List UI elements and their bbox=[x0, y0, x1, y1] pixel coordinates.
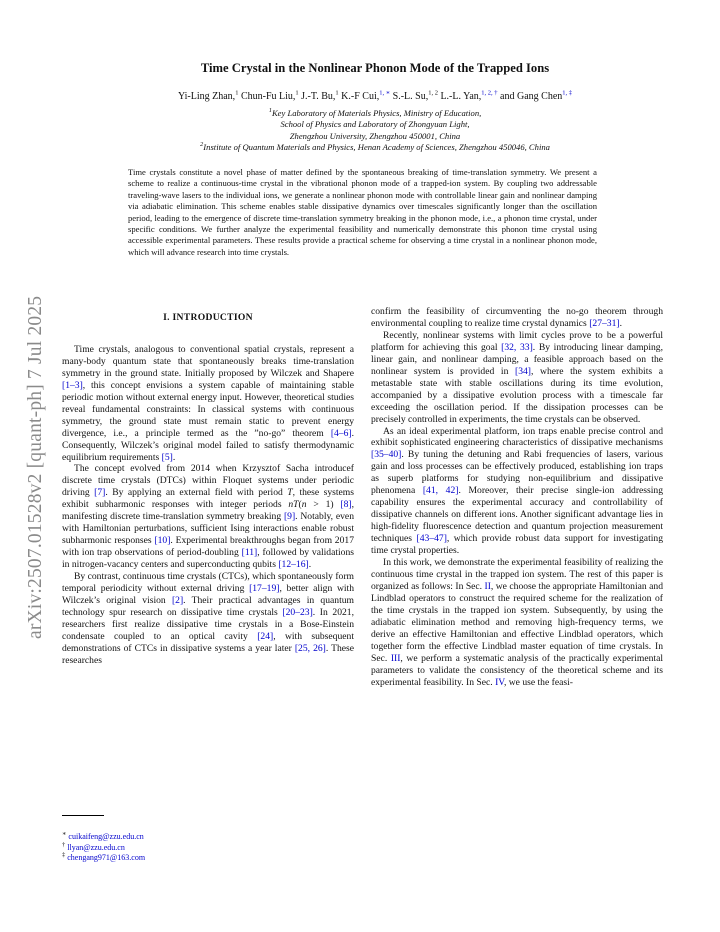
email-link[interactable]: cuikaifeng@zzu.edu.cn bbox=[68, 832, 144, 841]
author-name: L.-L. Yan, bbox=[440, 91, 482, 102]
abstract: Time crystals constitute a novel phase of matter defined by the spontaneous breaking of time-translation symmetry. We present a scheme to realize a continuous-time crystal in the vibrational phonon mode of a trapped-ion system. By coupling two addressable traveling-wave lasers to the individual ions, we generate a nonlinear phonon mode with controllable linear gain and nonlinear damping via adiabatic elimination. This scheme enables stable dissipative dynamics over timescales significantly longer than the oscillation period, leading to the emergence of discrete time-translation symmetry breaking in the phonon mode, i.e., a phonon time crystal, under specific conditions. We further analyze the experimental feasibility and numerically demonstrate this phonon time crystal using accessible experimental parameters. These results provide a practical scheme for observing a time crystal in a nonlinear phonon mode, which will advance research into time crystals. bbox=[128, 167, 597, 257]
body-paragraph bbox=[62, 344, 354, 464]
text-run: , where the system exhibits a metastable state with stable oscillations during its time evolution, accompanied by a dissipative evolution process with a timescale far exceeding the oscillation period. If the dissipation processes can be precisely controlled in experiments, the time crystals can be observed. bbox=[371, 365, 663, 425]
citation-link: [9] bbox=[283, 511, 296, 523]
footnote bbox=[62, 832, 354, 843]
footnote-mark: ∗ bbox=[62, 830, 67, 838]
citation-link: [34] bbox=[515, 365, 531, 377]
text-run: ( bbox=[298, 499, 302, 511]
author-name: J.-T. Bu, bbox=[301, 91, 336, 102]
citation-link: [12–16] bbox=[278, 559, 309, 571]
author-affiliation-mark: 1, 2, † bbox=[481, 89, 498, 97]
math-symbol: T bbox=[287, 487, 293, 499]
arxiv-identifier: arXiv:2507.01528v2 [quant-ph] 7 Jul 2025 bbox=[25, 295, 46, 639]
footnote bbox=[62, 853, 354, 864]
author-affiliation-mark: 1 bbox=[295, 89, 299, 97]
paper-title: Time Crystal in the Nonlinear Phonon Mode of the Trapped Ions bbox=[200, 61, 550, 75]
body-paragraph bbox=[62, 571, 354, 667]
text-run: , better align with Wilczek’s original vision bbox=[62, 583, 354, 606]
text-run: . Their practical advantages in quantum technology spur research on dissipative time crystals bbox=[62, 594, 354, 618]
right-column-body bbox=[371, 306, 663, 689]
citation-link: [11] bbox=[241, 547, 258, 559]
citation-link: [5] bbox=[161, 451, 173, 463]
citation-link: [25, 26] bbox=[294, 642, 326, 654]
affiliation-line bbox=[80, 142, 670, 153]
affiliation-line bbox=[80, 131, 670, 142]
text-run: . By applying an external field with period bbox=[105, 487, 288, 499]
citation-link: [10] bbox=[154, 535, 171, 547]
citation-link: [8] bbox=[340, 499, 352, 511]
text-run: , we perform a systematic analysis of the practically experimental parameters to validate the consistency of the theoretical scheme and its experimental feasibility. In Sec. bbox=[371, 652, 663, 688]
text-run: , we choose the appropriate Hamiltonian and Lindblad operators to construct the required scheme for the realization of the time crystals in the trapped ion system. Subsequently, by using the adiabatic elimination method and removing high-frequency terms, we derive an effective Hamiltonian and effective Lindblad operators, which together form the effective Lindblad master equation of time crystals. In Sec. bbox=[371, 580, 663, 664]
author-affiliation-mark: 1, ‡ bbox=[562, 89, 573, 97]
citation-link: [41, 42] bbox=[422, 485, 459, 497]
text-run: , we use the feasi- bbox=[503, 676, 573, 688]
math-symbol: n bbox=[301, 499, 307, 511]
text-run: , with subsequent demonstrations of CTCs in dissipative systems a year later bbox=[62, 630, 354, 654]
email-link[interactable]: llyan@zzu.edu.cn bbox=[67, 842, 125, 852]
text-run: . bbox=[619, 317, 622, 329]
footnote-mark: † bbox=[62, 840, 66, 848]
citation-link: [32, 33] bbox=[501, 341, 533, 353]
text-run: . Consequently, Wilczek’s original model failed to satisfy thermodynamic equilibrium requirements bbox=[62, 427, 354, 463]
affiliation-list bbox=[80, 108, 670, 154]
text-run: The concept evolved from 2014 when Krzysztof Sacha introducef discrete time crystals (DTCs) within Floquet systems under periodic driving bbox=[62, 463, 354, 499]
footnotes bbox=[62, 832, 354, 864]
author-affiliation-mark: 1 bbox=[335, 89, 339, 97]
body-paragraph bbox=[371, 330, 663, 426]
right-column bbox=[371, 306, 663, 689]
text-run: confirm the feasibility of circumventing the no-go theorem through environmental coupling to realize time crystal dynamics bbox=[371, 306, 663, 329]
citation-link: [35–40] bbox=[371, 449, 402, 461]
citation-link: [43–47] bbox=[416, 533, 447, 545]
affiliation-mark: 1 bbox=[268, 107, 272, 115]
text-run: . bbox=[308, 559, 312, 571]
footnote-mark: ‡ bbox=[62, 851, 66, 859]
text-run: As an ideal experimental platform, ion traps enable precise control and exhibit sophisticated engineering characteristics of dissipative mechanisms bbox=[371, 425, 663, 449]
text-run: Recently, nonlinear systems with limit cycles prove to be a powerful platform for achieving this goal bbox=[371, 329, 663, 353]
citation-link: [27–31] bbox=[589, 317, 620, 329]
text-run: . These researches bbox=[62, 642, 355, 666]
text-run: > 1) bbox=[306, 499, 341, 511]
math-symbol: nT bbox=[288, 499, 299, 511]
affiliation-mark: 2 bbox=[200, 141, 204, 149]
text-run: . bbox=[172, 451, 176, 463]
citation-link: [20–23] bbox=[282, 606, 313, 618]
section-heading: I. INTRODUCTION bbox=[163, 312, 253, 323]
author-affiliation-mark: 1, ∗ bbox=[379, 89, 391, 97]
author-name: S.-L. Su, bbox=[392, 91, 429, 102]
author-list bbox=[80, 90, 670, 103]
author-name: and Gang Chen bbox=[500, 91, 563, 102]
author-name: Yi-Ling Zhan, bbox=[177, 91, 236, 102]
citation-link: [1–3] bbox=[62, 379, 83, 391]
footnote bbox=[62, 840, 354, 854]
text-run: . Experimental breakthroughs began from 2017 with ion trap observations of period-doubling bbox=[62, 535, 354, 559]
citation-link: [7] bbox=[94, 487, 106, 499]
affiliation-line bbox=[80, 119, 670, 130]
email-link[interactable]: chengang971@163.com bbox=[67, 853, 146, 862]
text-run: , these systems exhibit subharmonic responses with integer periods bbox=[62, 487, 354, 511]
text-run: , this concept envisions a system capable of maintaining stable periodic motion without external energy input. However, theoretical studies reveal fundamental constraints: In classical systems with continuous symmetry, the ground state must remain static to prevent energy divergence, i.e., a principle termed as the ”no-go” theorem bbox=[62, 379, 354, 439]
text-run: . By introducing linear damping, linear gain, and nonlinear damping, a feasible approach based on the nonlinear system is provided in bbox=[371, 341, 663, 377]
body-paragraph bbox=[371, 557, 663, 688]
affiliation-text: Institute of Quantum Materials and Physics, Henan Academy of Sciences, Zhengzhou 450046, China bbox=[203, 142, 550, 153]
author-name: Chun-Fu Liu, bbox=[240, 91, 296, 102]
text-run: By contrast, continuous time crystals (CTCs), which spontaneously form temporal periodicity without external driving bbox=[62, 571, 354, 595]
text-run: In this work, we demonstrate the experimental feasibility of realizing the continuous time crystal in the trapped ion system. The rest of this paper is organized as follows: In Sec. bbox=[371, 557, 663, 592]
affiliation-text: School of Physics and Laboratory of Zhongyuan Light, bbox=[280, 119, 470, 130]
left-column-body bbox=[62, 344, 354, 667]
affiliation-text: Key Laboratory of Materials Physics, Ministry of Education, bbox=[271, 108, 482, 118]
text-run: . Notably, even with Hamiltonian perturbations, sufficient Ising interactions enable robust subharmonic responses bbox=[62, 511, 354, 547]
author-affiliation-mark: 1 bbox=[235, 89, 239, 97]
affiliation-text: Zhengzhou University, Zhengzhou 450001, China bbox=[289, 130, 461, 141]
text-run: , which provide robust data support for investigating time crystal properties. bbox=[371, 533, 663, 557]
text-run: . In 2021, researchers first realize dissipative time crystals in a Bose-Einstein condensate coupled to an optical cavity bbox=[62, 606, 354, 642]
citation-link: [4–6] bbox=[330, 427, 352, 439]
citation-link: [17–19] bbox=[249, 583, 280, 595]
text-run: . By tuning the detuning and Rabi frequencies of lasers, various gain and loss processes can be effectively produced, establishing ion traps as superb platforms for studying non-equilibrium and dissipative phenomena bbox=[371, 449, 663, 497]
text-run: , followed by validations in nitrogen-vacancy centers and superconducting qubits bbox=[62, 547, 354, 571]
text-run: Time crystals, analogous to conventional spatial crystals, represent a many-body quantum state that spontaneously breaks time-translation symmetry in the ground state. Initially proposed by Wilczek and Shapere bbox=[62, 343, 354, 379]
citation-link: III bbox=[390, 652, 401, 664]
text-run: , manifesting discrete time-translation symmetry breaking bbox=[62, 499, 354, 523]
author-affiliation-mark: 1, 2 bbox=[428, 89, 438, 97]
citation-link: [2] bbox=[171, 594, 184, 606]
text-run: . Moreover, their precise single-ion addressing capability ensures the experimental accuracy and controllability of dissipative channels on different ions. Another significant advantage lies in high-fidelity fluorescence detection and quantum projection measurement techniques bbox=[371, 485, 663, 545]
body-paragraph bbox=[371, 426, 663, 557]
left-column bbox=[62, 312, 354, 667]
body-paragraph bbox=[62, 463, 354, 571]
author-name: K.-F Cui, bbox=[341, 91, 380, 102]
citation-link: [24] bbox=[257, 630, 274, 642]
citation-link: IV bbox=[495, 676, 504, 688]
footnote-divider bbox=[62, 815, 104, 816]
body-paragraph bbox=[371, 306, 663, 330]
affiliation-line bbox=[80, 108, 670, 119]
citation-link: II bbox=[484, 580, 491, 592]
